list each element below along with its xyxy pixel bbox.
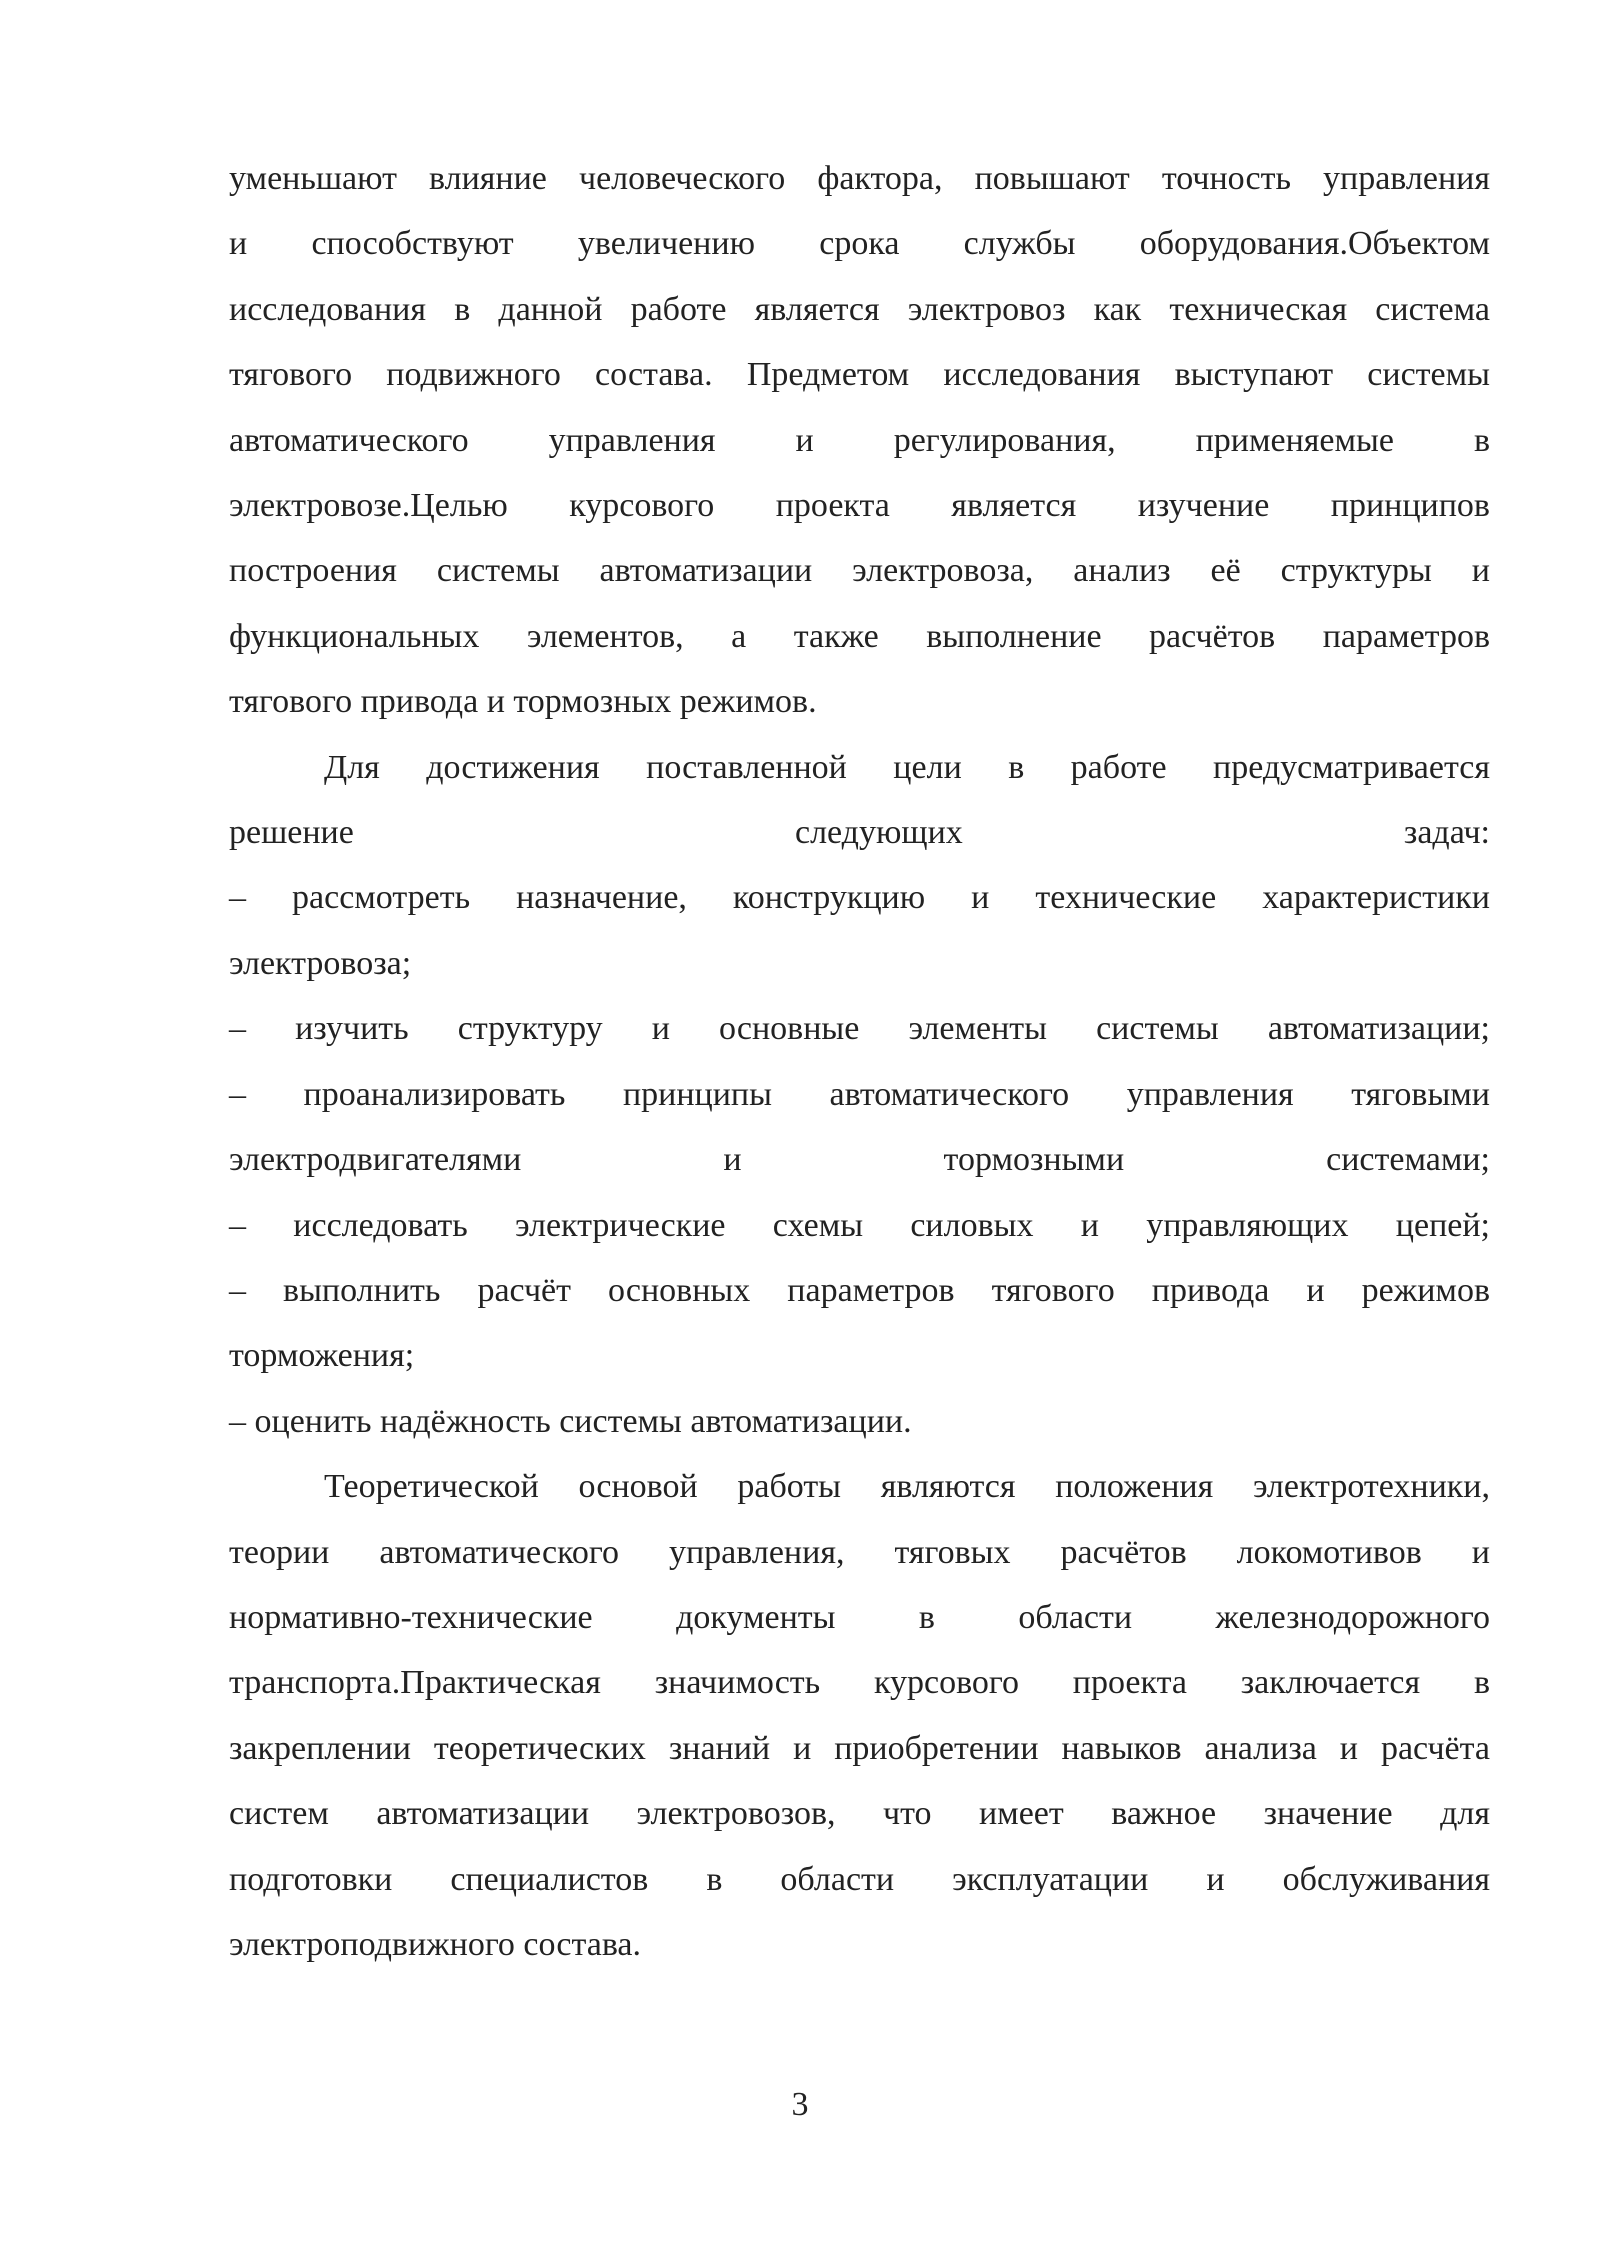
task-list-item: – изучить структуру и основные элементы системы автоматизации; <box>229 1010 1490 1048</box>
text-line: Теоретической основой работы являются положения электротехники, <box>324 1468 1490 1506</box>
paragraph-object-and-goal <box>229 146 1490 735</box>
text-line: автоматического управления и регулирования, применяемые в <box>229 421 1490 459</box>
task-list-item: – оценить надёжность системы автоматизации. <box>229 1402 912 1440</box>
text-line: электровоза; <box>229 944 412 982</box>
text-line: Для достижения поставленной цели в работе предусматривается <box>324 748 1490 786</box>
text-line: решение следующих задач: <box>229 814 1490 852</box>
text-line: систем автоматизации электровозов, что имеет важное значение для <box>229 1795 1490 1833</box>
paragraph-theory-and-significance <box>229 1454 1490 1977</box>
text-line: электровозе.Целью курсового проекта является изучение принципов <box>229 487 1490 525</box>
text-line: теории автоматического управления, тяговых расчётов локомотивов и <box>229 1533 1490 1571</box>
text-line: тягового подвижного состава. Предметом исследования выступают системы <box>229 356 1490 394</box>
text-line: и способствуют увеличению срока службы оборудования.Объектом <box>229 225 1490 263</box>
page-body-text <box>229 146 1490 1977</box>
text-line: закреплении теоретических знаний и приобретении навыков анализа и расчёта <box>229 1729 1490 1767</box>
task-list-item: – проанализировать принципы автоматического управления тяговыми <box>229 1075 1490 1113</box>
text-line: электродвигателями и тормозными системами; <box>229 1141 1490 1179</box>
text-line: подготовки специалистов в области эксплуатации и обслуживания <box>229 1860 1490 1898</box>
text-line: уменьшают влияние человеческого фактора, повышают точность управления <box>229 160 1490 197</box>
paragraph-tasks <box>229 735 1490 1454</box>
text-line: тягового привода и тормозных режимов. <box>229 683 817 721</box>
task-list-item: – выполнить расчёт основных параметров тягового привода и режимов <box>229 1271 1490 1309</box>
task-list-item: – исследовать электрические схемы силовых и управляющих цепей; <box>229 1206 1490 1244</box>
text-line: исследования в данной работе является электровоз как техническая система <box>229 290 1490 328</box>
text-line: построения системы автоматизации электровоза, анализ её структуры и <box>229 552 1490 590</box>
page-number: 3 <box>791 2086 809 2123</box>
text-line: нормативно-технические документы в области железнодорожного <box>229 1598 1490 1636</box>
text-line: транспорта.Практическая значимость курсового проекта заключается в <box>229 1664 1490 1702</box>
text-line: торможения; <box>229 1337 415 1375</box>
text-line: функциональных элементов, а также выполнение расчётов параметров <box>229 617 1490 655</box>
text-line: электроподвижного состава. <box>229 1925 642 1963</box>
task-list-item: – рассмотреть назначение, конструкцию и технические характеристики <box>229 879 1490 917</box>
